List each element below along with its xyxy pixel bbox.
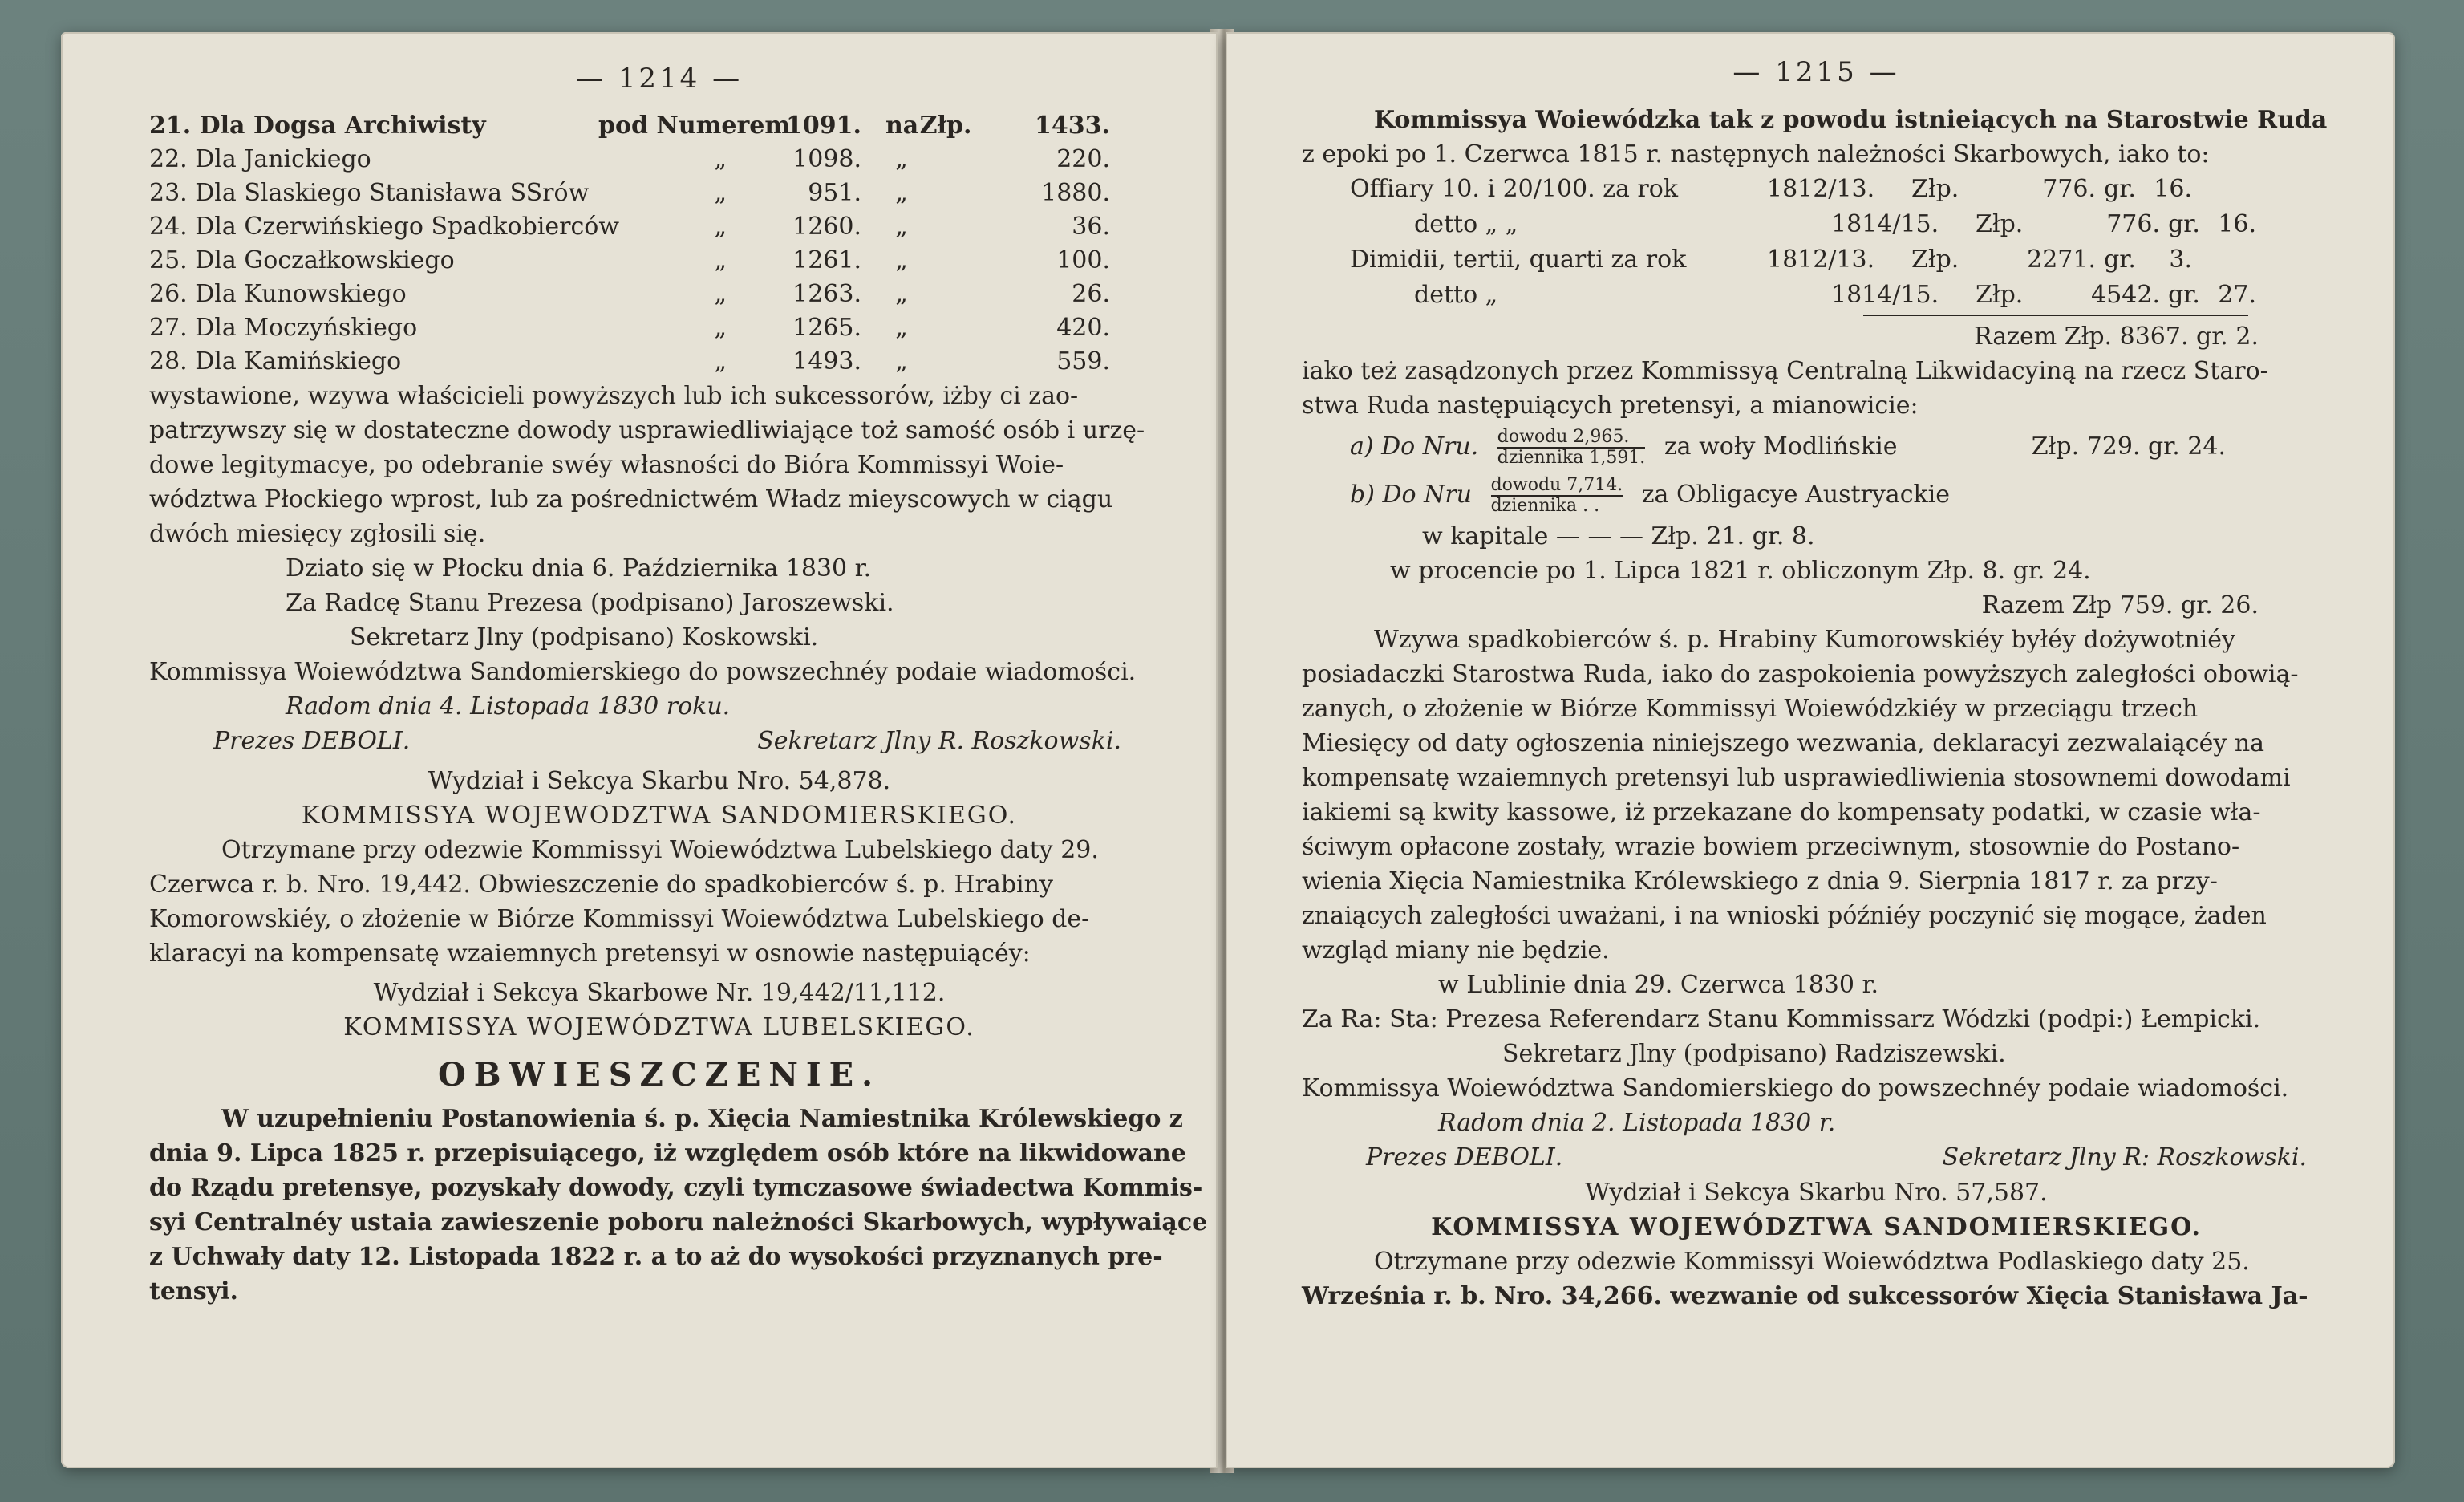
dues-cell-e: gr.	[2104, 175, 2136, 203]
department-line: Wydział i Sekcya Skarbu Nro. 57,587.	[1585, 1179, 2048, 1207]
list-item-amount: 26.	[1072, 280, 1110, 308]
dues-cell-d: 4542.	[2091, 281, 2160, 309]
text-line: Otrzymane przy odezwie Kommissyi Woiewództwa Podlaskiego daty 25.	[1374, 1248, 2250, 1276]
dues-cell-c: Złp.	[1911, 246, 1959, 274]
list-item-name: 22. Dla Janickiego	[149, 145, 371, 173]
dues-cell-b: 1814/15.	[1831, 281, 1939, 309]
dues-cell-a: detto „	[1414, 281, 1498, 309]
fraction-bottom: dziennika 1,591.	[1497, 448, 1646, 468]
claim-a-fraction	[1497, 428, 1646, 468]
signature-line: Sekretarz Jlny (podpisano) Radziszewski.	[1502, 1040, 2006, 1068]
list-item	[149, 278, 1169, 311]
list-item-currency	[918, 210, 974, 244]
list-item-prefix: „	[714, 280, 727, 308]
list-item	[149, 244, 1169, 278]
list-item-amount: 559.	[1056, 347, 1110, 376]
list-item	[149, 143, 1169, 177]
paragraph	[149, 379, 1169, 551]
signature-line: Za Radcę Stanu Prezesa (podpisano) Jaroszewski.	[286, 589, 894, 617]
text-line: Września r. b. Nro. 34,266. wezwanie od sukcessorów Xięcia Stanisława Ja-	[1302, 1282, 2308, 1310]
section-heading: KOMMISSYA WOJEWODZTWA SANDOMIERSKIEGO.	[301, 802, 1018, 830]
list-item-prefix: „	[714, 145, 727, 173]
list-item	[149, 311, 1169, 345]
text-line: z epoki po 1. Czerwca 1815 r. następnych należności Skarbowych, iako to:	[1302, 140, 2210, 168]
list-item-quote: „	[895, 280, 908, 308]
list-item-amount: 220.	[1056, 145, 1110, 173]
text-line: wienia Xięcia Namiestnika Królewskiego z dnia 9. Sierpnia 1817 r. za przy-	[1302, 867, 2218, 895]
dues-table	[1302, 172, 2331, 313]
list-item-number: 1091.	[786, 112, 861, 140]
total-line: Razem Złp 759. gr. 26.	[1981, 591, 2259, 619]
section-heading: KOMMISSYA WOJEWÓDZTWA LUBELSKIEGO.	[343, 1013, 975, 1041]
text-line: z Uchwały daty 12. Listopada 1822 r. a to aż do wysokości przyznanych pre-	[149, 1243, 1163, 1271]
claim-a	[1302, 423, 2331, 471]
list-item-name: 23. Dla Slaskiego Stanisława SSrów	[149, 179, 590, 207]
claim-b-fraction	[1491, 476, 1623, 516]
dues-cell-f: 16.	[2154, 175, 2192, 203]
list-item-amount: 1880.	[1041, 179, 1110, 207]
prezes-signature: Prezes DEBOLI.	[213, 727, 411, 755]
list-item-currency	[918, 345, 974, 379]
dues-cell-a: Dimidii, tertii, quarti za rok	[1350, 246, 1687, 274]
announcement-line: Kommissya Woiewództwa Sandomierskiego do powszechnéy podaie wiadomości.	[149, 658, 1137, 686]
claim-b-label: b) Do Nru	[1350, 481, 1473, 509]
section-heading: KOMMISSYA WOJEWÓDZTWA SANDOMIERSKIEGO.	[1431, 1213, 2202, 1241]
list-item-number: 1260.	[792, 213, 861, 241]
text-line: iako też zasądzonych przez Kommissyą Centralną Likwidacyiną na rzecz Staro-	[1302, 357, 2268, 385]
fraction-top: dowodu 7,714.	[1490, 475, 1623, 495]
list-item-currency	[918, 244, 974, 278]
list-item-number: 1265.	[792, 314, 861, 342]
signature-line: Za Ra: Sta: Prezesa Referendarz Stanu Kommissarz Wódzki (podpi:) Łempicki.	[1302, 1005, 2261, 1033]
department-line: Wydział i Sekcya Skarbu Nro. 54,878.	[428, 767, 891, 795]
list-item-prefix: „	[714, 213, 727, 241]
text-line: stwa Ruda następuiących pretensyi, a mianowicie:	[1302, 392, 1919, 420]
text-line: Kommissya Woiewódzka tak z powodu istnieiących na Starostwie Ruda	[1374, 106, 2328, 134]
dues-cell-f: 16.	[2218, 210, 2256, 238]
page-number: — 1214 —	[575, 63, 744, 95]
list-item	[149, 109, 1169, 143]
dues-row	[1350, 242, 2331, 278]
text-line: ściwym opłacone zostały, wrazie bowiem przeciwnym, stosownie do Postano-	[1302, 833, 2240, 861]
obwieszczenie-heading: OBWIESZCZENIE.	[437, 1056, 881, 1094]
fraction-bottom: dziennika . .	[1491, 495, 1623, 516]
list-item-quote: na	[886, 112, 919, 140]
dues-cell-c: Złp.	[1976, 281, 2024, 309]
list-item-number: 1263.	[792, 280, 861, 308]
interest-line: w procencie po 1. Lipca 1821 r. obliczonym Złp. 8. gr. 24.	[1390, 557, 2091, 585]
claim-a-label: a) Do Nru.	[1350, 432, 1479, 461]
list-item-currency: Złp.	[919, 112, 972, 140]
dues-cell-a: Offiary 10. i 20/100. za rok	[1350, 175, 1679, 203]
claim-b-text: za Obligacye Austryackie	[1641, 481, 1951, 509]
claim-b	[1302, 471, 2331, 519]
total-line: Razem Złp. 8367. gr. 2.	[1974, 323, 2259, 351]
text-line: posiadaczki Starostwa Ruda, iako do zaspokoienia powyższych zaległości obowią-	[1302, 660, 2299, 688]
dues-cell-d: 2271.	[2027, 246, 2096, 274]
page-number: — 1215 —	[1732, 56, 1900, 88]
text-line: wystawione, wzywa właścicieli powyższych lub ich sukcessorów, iżby ci zao-	[149, 382, 1079, 410]
list-item-quote: „	[895, 145, 908, 173]
signature-row	[149, 724, 1169, 759]
text-line: syi Centralnéy ustaia zawieszenie poboru należności Skarbowych, wypływaiące	[149, 1208, 1208, 1236]
list-item-quote: „	[895, 179, 908, 207]
list-item-number: 1261.	[792, 246, 861, 274]
list-item-number: 1493.	[792, 347, 861, 376]
text-line: zanych, o złożenie w Biórze Kommissyi Woiewódzkiéy w przeciągu trzech	[1302, 695, 2199, 723]
list-item-currency	[918, 143, 974, 177]
list-item-currency	[918, 311, 974, 345]
dues-cell-b: 1814/15.	[1831, 210, 1939, 238]
list-item-currency	[918, 177, 974, 210]
list-item-amount: 36.	[1072, 213, 1110, 241]
text-line: kompensatę wzaiemnych pretensyi lub usprawiedliwienia stosownemi dowodami	[1302, 764, 2291, 792]
right-page-content	[1302, 56, 2331, 1436]
secretary-signature: Sekretarz Jlny R. Roszkowski.	[757, 727, 1121, 755]
dues-row	[1350, 207, 2331, 242]
list-item	[149, 345, 1169, 379]
list-item-quote: „	[895, 347, 908, 376]
list-item-name: 26. Dla Kunowskiego	[149, 280, 407, 308]
text-line: klaracyi na kompensatę wzaiemnych pretensyi w osnowie następuiącéy:	[149, 940, 1031, 968]
list-item-name: 21. Dla Dogsa Archiwisty	[149, 112, 486, 140]
left-page	[61, 32, 1218, 1468]
date-line: Radom dnia 2. Listopada 1830 r.	[1438, 1109, 1836, 1137]
text-line: do Rządu pretensye, pozyskały dowody, czyli tymczasowe świadectwa Kommis-	[149, 1174, 1203, 1202]
dues-cell-e: gr.	[2168, 281, 2200, 309]
list-item-prefix: pod Numerem	[598, 112, 791, 140]
list-item-name: 25. Dla Goczałkowskiego	[149, 246, 455, 274]
text-line: tensyi.	[149, 1277, 238, 1305]
dues-cell-f: 27.	[2218, 281, 2256, 309]
paragraph	[149, 833, 1169, 971]
list-item	[149, 177, 1169, 210]
list-item-prefix: „	[714, 246, 727, 274]
dues-cell-d: 776.	[2106, 210, 2160, 238]
signature-row	[1302, 1140, 2331, 1175]
department-line: Wydział i Sekcya Skarbowe Nr. 19,442/11,112.	[373, 979, 946, 1007]
text-line: dowe legitymacye, po odebranie swéy własności do Bióra Kommissyi Woie-	[149, 451, 1064, 479]
dues-cell-e: gr.	[2104, 246, 2136, 274]
text-line: Czerwca r. b. Nro. 19,442. Obwieszczenie do spadkobierców ś. p. Hrabiny	[149, 871, 1053, 899]
text-line: Otrzymane przy odezwie Kommissyi Woiewództwa Lubelskiego daty 29.	[221, 836, 1099, 864]
text-line: dwóch miesięcy zgłosili się.	[149, 520, 486, 548]
list-item-amount: 1433.	[1035, 112, 1110, 140]
capital-line: w kapitale — — — Złp. 21. gr. 8.	[1422, 522, 1815, 550]
signature-line: Sekretarz Jlny (podpisano) Koskowski.	[350, 623, 819, 652]
text-line: dnia 9. Lipca 1825 r. przepisuiącego, iż względem osób które na likwidowane	[149, 1139, 1186, 1167]
dues-cell-c: Złp.	[1976, 210, 2024, 238]
text-line: W uzupełnieniu Postanowienia ś. p. Xięcia Namiestnika Królewskiego z	[221, 1105, 1183, 1133]
paragraph	[149, 1102, 1208, 1309]
dues-cell-f: 3.	[2169, 246, 2192, 274]
list-item-number: 1098.	[792, 145, 861, 173]
list-item-quote: „	[895, 213, 908, 241]
list-item-currency	[918, 278, 974, 311]
dues-cell-c: Złp.	[1911, 175, 1959, 203]
text-line: wództwa Płockiego wprost, lub za pośrednictwém Władz mieyscowych w ciągu	[149, 485, 1113, 514]
dues-cell-a: detto „ „	[1414, 210, 1518, 238]
text-line: patrzywszy się w dostateczne dowody usprawiedliwiające toż samość osób i urzę-	[149, 416, 1145, 445]
list-item-number: 951.	[808, 179, 861, 207]
list-item-prefix: „	[714, 314, 727, 342]
list-item	[149, 210, 1169, 244]
list-item-quote: „	[895, 246, 908, 274]
total-rule	[1863, 315, 2248, 316]
text-line: Wzywa spadkobierców ś. p. Hrabiny Kumorowskiéy byłéy dożywotniéy	[1374, 626, 2235, 654]
dues-cell-d: 776.	[2042, 175, 2096, 203]
dues-cell-e: gr.	[2168, 210, 2200, 238]
date-line: w Lublinie dnia 29. Czerwca 1830 r.	[1438, 971, 1879, 999]
text-line: iakiemi są kwity kassowe, iż przekazane do kompensaty podatki, w czasie wła-	[1302, 798, 2261, 826]
paragraph	[1302, 623, 2331, 968]
date-line: Radom dnia 4. Listopada 1830 roku.	[286, 692, 731, 721]
claim-a-text: za woły Modlińskie	[1664, 432, 1898, 461]
list-item-name: 24. Dla Czerwińskiego Spadkobierców	[149, 213, 620, 241]
list-item-prefix: „	[714, 347, 727, 376]
prezes-signature: Prezes DEBOLI.	[1366, 1143, 1563, 1171]
list-item-amount: 100.	[1056, 246, 1110, 274]
left-page-content	[149, 56, 1208, 1436]
text-line: znaiących zaległości uważani, i na wnioski późniéy poczynić się mogące, żaden	[1302, 902, 2267, 930]
dues-row	[1350, 278, 2331, 313]
text-line: wzgląd miany nie będzie.	[1302, 936, 1610, 964]
date-line: Dziato się w Płocku dnia 6. Października 1830 r.	[286, 554, 872, 583]
text-line: Miesięcy od daty ogłoszenia niniejszego wezwania, deklaracyi zezwalaiącéy na	[1302, 729, 2265, 757]
announcement-line: Kommissya Woiewództwa Sandomierskiego do powszechnéy podaie wiadomości.	[1302, 1074, 2289, 1102]
text-line: Komorowskiéy, o złożenie w Biórze Kommissyi Woiewództwa Lubelskiego de-	[149, 905, 1090, 933]
dues-row	[1350, 172, 2331, 207]
right-page	[1226, 32, 2395, 1468]
list-item-name: 28. Dla Kamińskiego	[149, 347, 402, 376]
list-item-amount: 420.	[1056, 314, 1110, 342]
dues-cell-b: 1812/13.	[1767, 246, 1875, 274]
fraction-top: dowodu 2,965.	[1497, 427, 1630, 447]
list-item-prefix: „	[714, 179, 727, 207]
secretary-signature: Sekretarz Jlny R: Roszkowski.	[1942, 1143, 2307, 1171]
list-item-name: 27. Dla Moczyńskiego	[149, 314, 418, 342]
list-item-quote: „	[895, 314, 908, 342]
dues-cell-b: 1812/13.	[1767, 175, 1875, 203]
numbered-list	[149, 109, 1169, 379]
claim-a-amount: Złp. 729. gr. 24.	[2031, 432, 2227, 461]
